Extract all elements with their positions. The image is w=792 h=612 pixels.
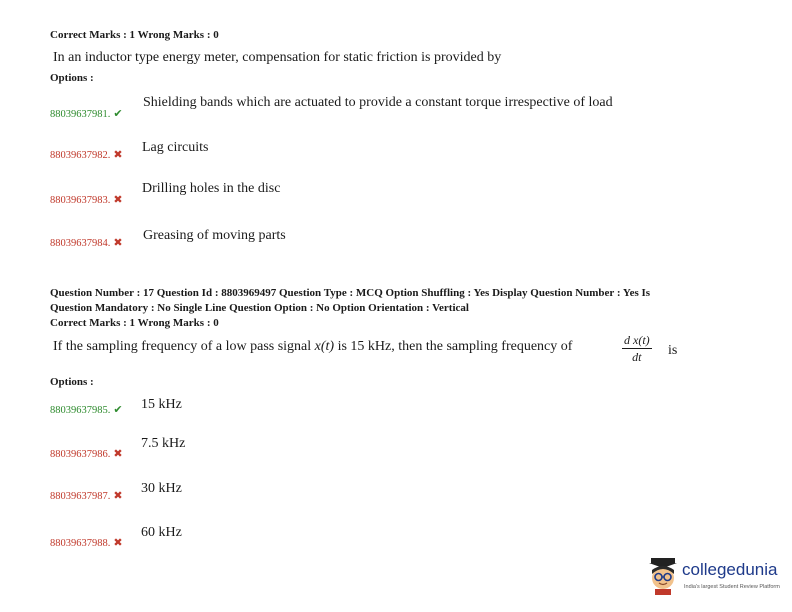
option-id: 88039637988. ✖	[50, 537, 123, 549]
option-id: 88039637987. ✖	[50, 490, 123, 502]
mascot-icon	[646, 556, 680, 596]
q17-marks: Correct Marks : 1 Wrong Marks : 0	[50, 317, 219, 329]
q16-options-label: Options :	[50, 72, 94, 84]
option-text: 30 kHz	[141, 481, 182, 496]
option-id: 88039637981. ✔	[50, 108, 123, 120]
option-id: 88039637985. ✔	[50, 404, 123, 416]
derivative-fraction: $\frac{\text{d x(t)}}{dt}$	[624, 333, 650, 364]
cross-icon: ✖	[113, 149, 123, 161]
option-text: Shielding bands which are actuated to provide a constant torque irrespective of load	[143, 95, 613, 110]
option-text: 15 kHz	[141, 397, 182, 412]
check-icon: ✔	[113, 404, 123, 416]
cross-icon: ✖	[113, 537, 123, 549]
q16-question-text: In an inductor type energy meter, compensation for static friction is provided by	[53, 50, 502, 65]
option-text: Greasing of moving parts	[143, 228, 286, 243]
option-id: 88039637986. ✖	[50, 448, 123, 460]
q17-question-suffix: is	[668, 343, 678, 358]
cross-icon: ✖	[113, 237, 123, 249]
cross-icon: ✖	[113, 194, 123, 206]
logo-name: collegedunia	[682, 560, 778, 579]
option-text: 60 kHz	[141, 525, 182, 540]
collegedunia-logo	[646, 556, 786, 600]
cross-icon: ✖	[113, 448, 123, 460]
q16-marks: Correct Marks : 1 Wrong Marks : 0	[50, 29, 219, 41]
option-id: 88039637982. ✖	[50, 149, 123, 161]
cross-icon: ✖	[113, 490, 123, 502]
q17-question-text: If the sampling frequency of a low pass signal x(t) is 15 kHz, then the sampling frequency of	[53, 339, 573, 354]
logo-tagline: India's largest Student Review Platform	[684, 584, 780, 590]
q17-options-label: Options :	[50, 376, 94, 388]
q17-meta-line2: Question Mandatory : No Single Line Question Option : No Option Orientation : Vertical	[50, 302, 469, 314]
option-id: 88039637983. ✖	[50, 194, 123, 206]
option-text: 7.5 kHz	[141, 436, 186, 451]
option-text: Lag circuits	[142, 140, 209, 155]
q17-meta-line1: Question Number : 17 Question Id : 8803969497 Question Type : MCQ Option Shuffling : Yes Display Question Number : Yes Is	[50, 287, 651, 299]
option-text: Drilling holes in the disc	[142, 181, 281, 196]
option-id: 88039637984. ✖	[50, 237, 123, 249]
check-icon: ✔	[113, 108, 123, 120]
